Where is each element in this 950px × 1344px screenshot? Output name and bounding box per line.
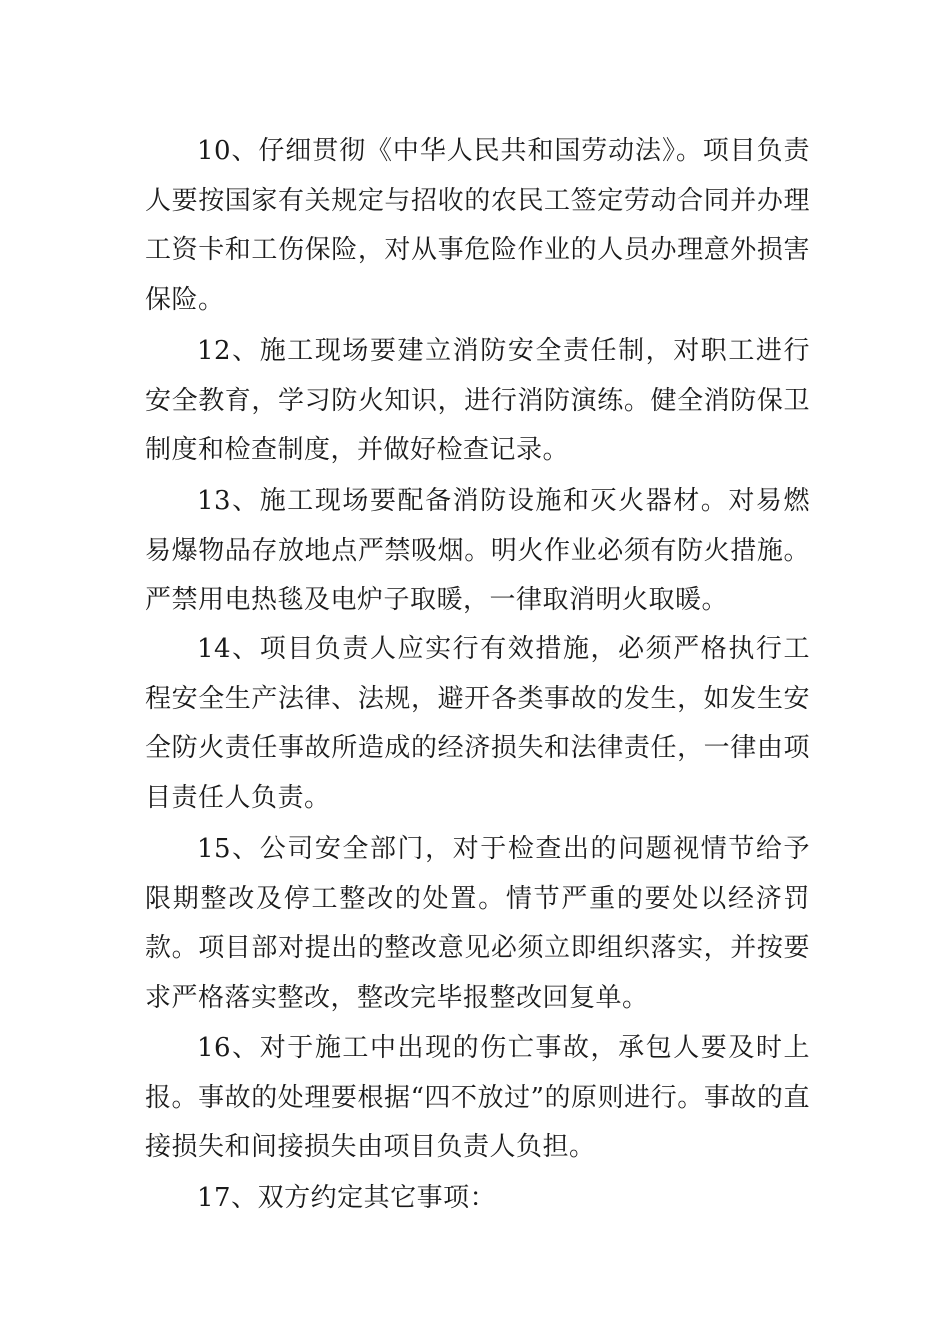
clause-10-paragraph: 10、仔细贯彻《中华人民共和国劳动法》。项目负责人要按国家有关规定与招收的农民工签定劳动合同并办理工资卡和工伤保险，对从事危险作业的人员办理意外损害保险。 xyxy=(145,136,810,315)
clause-12-paragraph: 12、施工现场要建立消防安全责任制，对职工进行安全教育，学习防火知识，进行消防演练。健全消防保卫制度和检查制度，并做好检查记录。 xyxy=(145,336,810,465)
clause-13-paragraph: 13、施工现场要配备消防设施和灭火器材。对易燃易爆物品存放地点严禁吸烟。明火作业必须有防火措施。严禁用电热毯及电炉子取暖，一律取消明火取暖。 xyxy=(145,486,810,615)
clause-15-paragraph: 15、公司安全部门，对于检查出的问题视情节给予限期整改及停工整改的处置。情节严重的要处以经济罚款。项目部对提出的整改意见必须立即组织落实，并按要求严格落实整改，整改完毕报整改回复单。 xyxy=(145,834,810,1013)
clause-16-paragraph: 16、对于施工中出现的伤亡事故，承包人要及时上报。事故的处理要根据“四不放过”的原则进行。事故的直接损失和间接损失由项目负责人负担。 xyxy=(145,1033,810,1162)
clause-14-paragraph: 14、项目负责人应实行有效措施，必须严格执行工程安全生产法律、法规，避开各类事故的发生，如发生安全防火责任事故所造成的经济损失和法律责任，一律由项目责任人负责。 xyxy=(145,634,810,813)
clause-17-paragraph: 17、双方约定其它事项： xyxy=(197,1183,497,1213)
